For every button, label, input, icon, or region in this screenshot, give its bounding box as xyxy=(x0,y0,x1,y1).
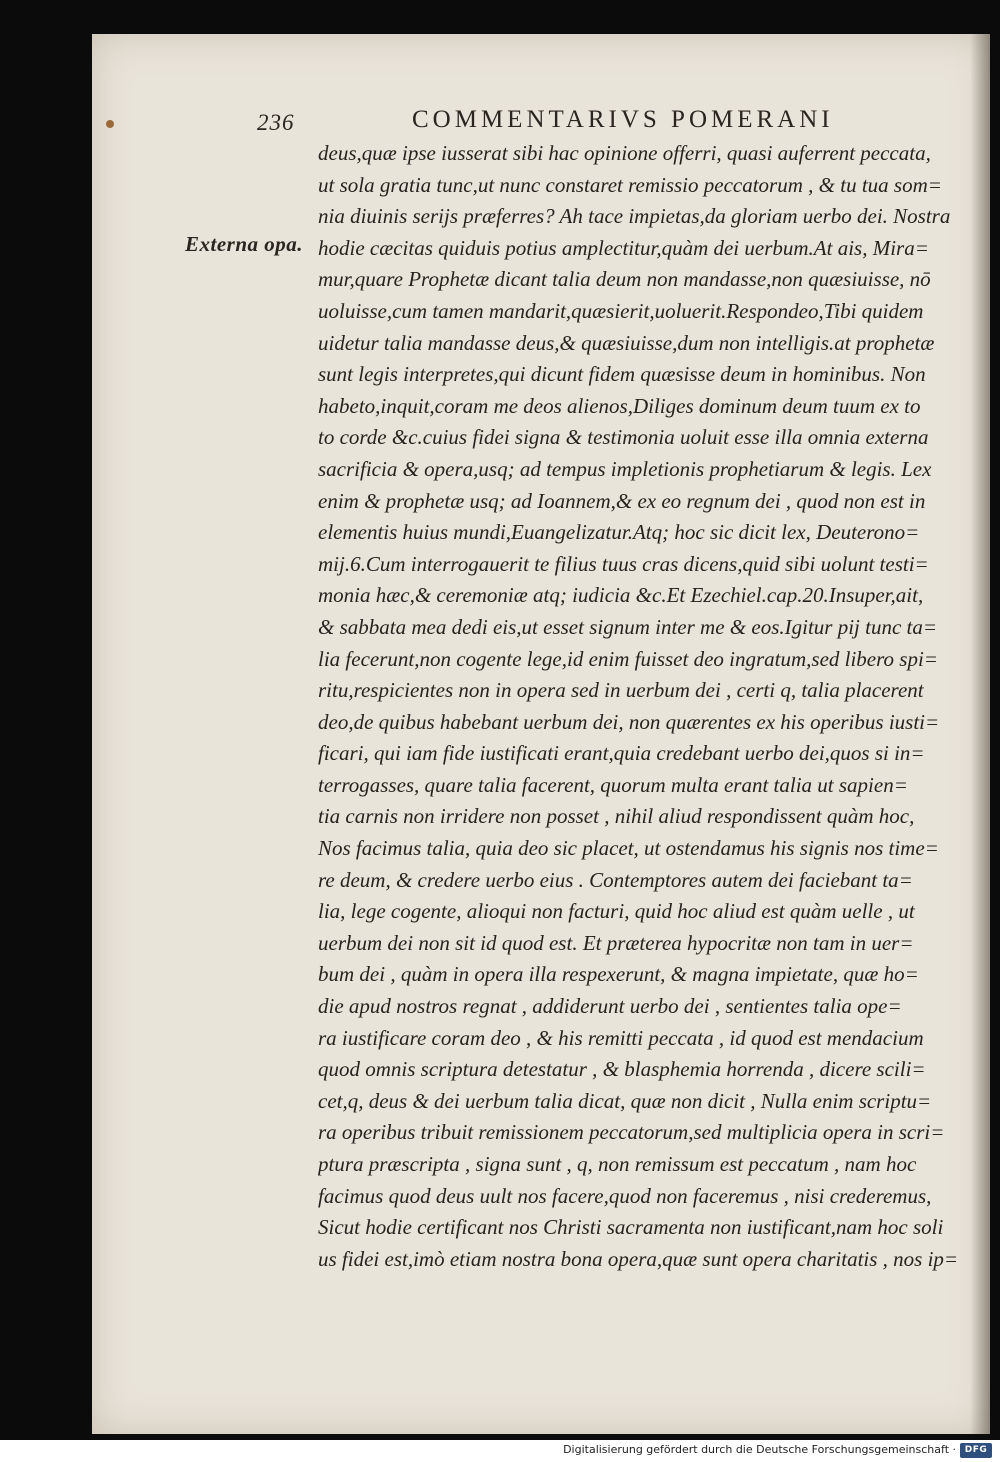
text-line: re deum, & credere uerbo eius . Contemptores autem dei faciebant ta= xyxy=(318,867,913,892)
page-number: 236 xyxy=(257,110,295,135)
text-line: hodie cæcitas quiduis potius amplectitur,quàm dei uerbum.At ais, Mira= xyxy=(318,235,929,260)
text-line: ritu,respicientes non in opera sed in uerbum dei , certi q, talia placerent xyxy=(318,678,924,703)
text-line: to corde &c.cuius fidei signa & testimonia uoluit esse illa omnia externa xyxy=(318,425,929,450)
text-line: & sabbata mea dedi eis,ut esset signum inter me & eos.Igitur pij tunc ta= xyxy=(318,614,938,639)
text-line: terrogasses, quare talia facerent, quorum multa erant talia ut sapien= xyxy=(318,772,908,797)
text-line: lia, lege cogente, alioqui non facturi, quid hoc aliud est quàm uelle , ut xyxy=(318,899,915,924)
text-line: bum dei , quàm in opera illa respexerunt, & magna impietate, quæ ho= xyxy=(318,962,919,987)
text-line: ra operibus tribuit remissionem peccatorum,sed multiplicia opera in scri= xyxy=(318,1120,945,1145)
text-line: ficari, qui iam fide iustificati erant,quia credebant uerbo dei,quos si in= xyxy=(318,741,925,766)
text-line: enim & prophetæ usq; ad Ioannem,& ex eo regnum dei , quod non est in xyxy=(318,488,926,513)
marginal-note: Externa opa. xyxy=(185,232,304,256)
body-text xyxy=(318,138,968,1275)
text-line: lia fecerunt,non cogente lege,id enim fuisset deo ingratum,sed libero spi= xyxy=(318,646,938,671)
text-line: mij.6.Cum interrogauerit te filius tuus cras dicens,quid sibi uolunt testi= xyxy=(318,551,929,576)
text-line: ut sola gratia tunc,ut nunc constaret remissio peccatorum , & tu tua som= xyxy=(318,172,942,197)
text-line: uoluisse,cum tamen mandarit,quæsierit,uoluerit.Respondeo,Tibi quidem xyxy=(318,298,924,323)
page-edge-shadow xyxy=(970,34,990,1434)
text-line: deus,quæ ipse iusserat sibi hac opinione offerri, quasi auferrent peccata, xyxy=(318,141,931,165)
text-line: monia hæc,& ceremoniæ atq; iudicia &c.Et Ezechiel.cap.20.Insuper,ait, xyxy=(318,583,924,608)
text-line: ptura præscripta , signa sunt , q, non remissum est peccatum , nam hoc xyxy=(318,1152,917,1176)
text-line: tia carnis non irridere non posset , nihil aliud respondissent quàm hoc, xyxy=(318,804,915,829)
text-line: uidetur talia mandasse deus,& quæsiuisse,dum non intelligis.at prophetæ xyxy=(318,330,935,355)
text-line: die apud nostros regnat , addiderunt uerbo dei , sentientes talia ope= xyxy=(318,994,902,1019)
text-line: deo,de quibus habebant uerbum dei, non quærentes ex his operibus iusti= xyxy=(318,709,940,734)
text-line: uerbum dei non sit id quod est. Et præterea hypocritæ non tam in uer= xyxy=(318,930,914,955)
text-line: sacrificia & opera,usq; ad tempus impletionis prophetiarum & legis. Lex xyxy=(318,456,932,481)
text-line: nia diuinis serijs præferres? Ah tace impietas,da gloriam uerbo dei. Nostra xyxy=(318,204,951,229)
running-head: COMMENTARIVS POMERANI xyxy=(412,106,834,133)
text-line: Sicut hodie certificant nos Christi sacramenta non iustificant,nam hoc soli xyxy=(318,1215,944,1240)
text-line: facimus quod deus uult nos facere,quod non faceremus , nisi crederemus, xyxy=(318,1183,932,1208)
text-line: quod omnis scriptura detestatur , & blasphemia horrenda , dicere scili= xyxy=(318,1057,926,1082)
dfg-logo: DFG xyxy=(960,1443,992,1458)
text-line: mur,quare Prophetæ dicant talia deum non mandasse,non quæsiuisse, nō xyxy=(318,267,931,292)
text-line: habeto,inquit,coram me deos alienos,Diliges dominum deum tuum ex to xyxy=(318,393,921,418)
text-line: Nos facimus talia, quia deo sic placet, ut ostendamus his signis nos time= xyxy=(318,836,939,861)
text-line: sunt legis interpretes,qui dicunt fidem quæsisse deum in hominibus. Non xyxy=(318,362,926,387)
margin-dot-mark xyxy=(106,120,114,128)
text-line: cet,q, deus & dei uerbum talia dicat, quæ non dicit , Nulla enim scriptu= xyxy=(318,1088,932,1113)
text-line: elementis huius mundi,Euangelizatur.Atq; hoc sic dicit lex, Deuterono= xyxy=(318,520,920,545)
text-line: ra iustificare coram deo , & his remitti peccata , id quod est mendacium xyxy=(318,1025,924,1050)
text-line: us fidei est,imò etiam nostra bona opera,quæ sunt opera charitatis , nos ip= xyxy=(318,1246,959,1271)
footer-credit: Digitalisierung gefördert durch die Deutsche Forschungsgemeinschaft · xyxy=(563,1443,956,1456)
